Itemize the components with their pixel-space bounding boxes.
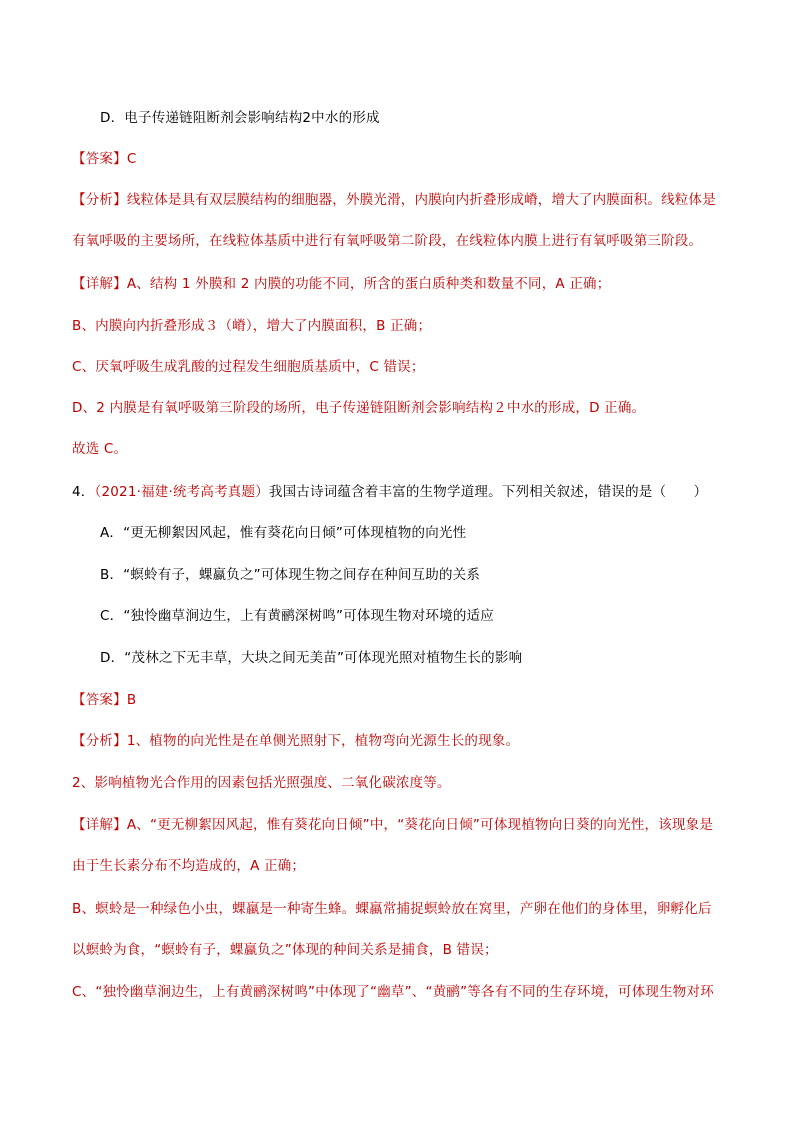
answer-value: B: [126, 692, 137, 708]
q4-option-c: C．“独怜幽草涧边生，上有黄鹂深树鸣”可体现生物对环境的适应: [100, 608, 494, 624]
analysis-tag: 【分析】: [72, 192, 127, 208]
answer-tag: 【答案】: [72, 151, 127, 167]
prev-analysis-line-2: 有氧呼吸的主要场所，在线粒体基质中进行有氧呼吸第二阶段，在线粒体内膜上进行有氧呼吸第三阶段。: [72, 233, 703, 249]
analysis-text: 1、植物的向光性是在单侧光照射下，植物弯向光源生长的现象。: [126, 733, 520, 749]
q4-option-b: B．“螟蛉有子，蜾蠃负之”可体现生物之间存在种间互助的关系: [100, 567, 481, 583]
prev-conclusion: 故选 C。: [72, 441, 128, 457]
q4-detail-a-2: 由于生长素分布不均造成的，A 正确；: [72, 858, 306, 874]
question-source: （2021·福建·统考高考真题）: [94, 484, 269, 500]
detail-text: A、“更无柳絮因风起，惟有葵花向日倾”中，“葵花向日倾”可体现植物向日葵的向光性，该现象是: [126, 817, 714, 833]
prev-answer-line: [72, 149, 734, 169]
q4-detail-c-1: C、“独怜幽草涧边生，上有黄鹂深树鸣”中体现了“幽草”、“黄鹂”等各有不同的生存环境，可体现生物对环: [72, 984, 714, 1000]
analysis-text: 线粒体是具有双层膜结构的细胞器，外膜光滑，内膜向内折叠形成嵴，增大了内膜面积。线粒体是: [126, 192, 716, 208]
question-number: 4．: [72, 484, 95, 500]
prev-detail-b: B、内膜向内折叠形成３（嵴），增大了内膜面积，B 正确；: [72, 318, 432, 334]
q4-analysis-line-1: [72, 731, 734, 751]
analysis-tag: 【分析】: [72, 733, 127, 749]
answer-value: C: [126, 151, 137, 167]
detail-text: A、结构 1 外膜和 2 内膜的功能不同，所含的蛋白质种类和数量不同，A 正确；: [126, 276, 611, 292]
prev-detail-c: C、厌氧呼吸生成乳酸的过程发生细胞质基质中，C 错误；: [72, 359, 425, 375]
prev-detail-a: [72, 274, 734, 294]
q4-analysis-line-2: 2、影响植物光合作用的因素包括光照强度、二氧化碳浓度等。: [72, 775, 451, 791]
question-stem: 我国古诗词蕴含着丰富的生物学道理。下列相关叙述，错误的是（ ）: [268, 484, 708, 500]
question-4-stem: [72, 482, 734, 502]
detail-tag: 【详解】: [72, 276, 127, 292]
q4-detail-b-1: B、螟蛉是一种绿色小虫，蜾蠃是一种寄生蜂。蜾蠃常捕捉螟蛉放在窝里，产卵在他们的身体里，卵孵化后: [72, 901, 712, 917]
prev-option-d: D．电子传递链阻断剂会影响结构2中水的形成: [100, 110, 380, 126]
q4-option-a: A．“更无柳絮因风起，惟有葵花向日倾”可体现植物的向光性: [100, 525, 467, 541]
answer-tag: 【答案】: [72, 692, 127, 708]
q4-option-d: D．“茂林之下无丰草，大块之间无美苗”可体现光照对植物生长的影响: [100, 650, 523, 666]
q4-answer-line: [72, 690, 734, 710]
q4-detail-a-1: [72, 815, 734, 835]
detail-tag: 【详解】: [72, 817, 127, 833]
q4-detail-b-2: 以螟蛉为食，“螟蛉有子，蜾蠃负之”体现的种间关系是捕食，B 错误；: [72, 942, 498, 958]
prev-detail-d: D、2 内膜是有氧呼吸第三阶段的场所，电子传递链阻断剂会影响结构２中水的形成，D 正确。: [72, 400, 646, 416]
prev-analysis-line-1: [72, 190, 734, 210]
